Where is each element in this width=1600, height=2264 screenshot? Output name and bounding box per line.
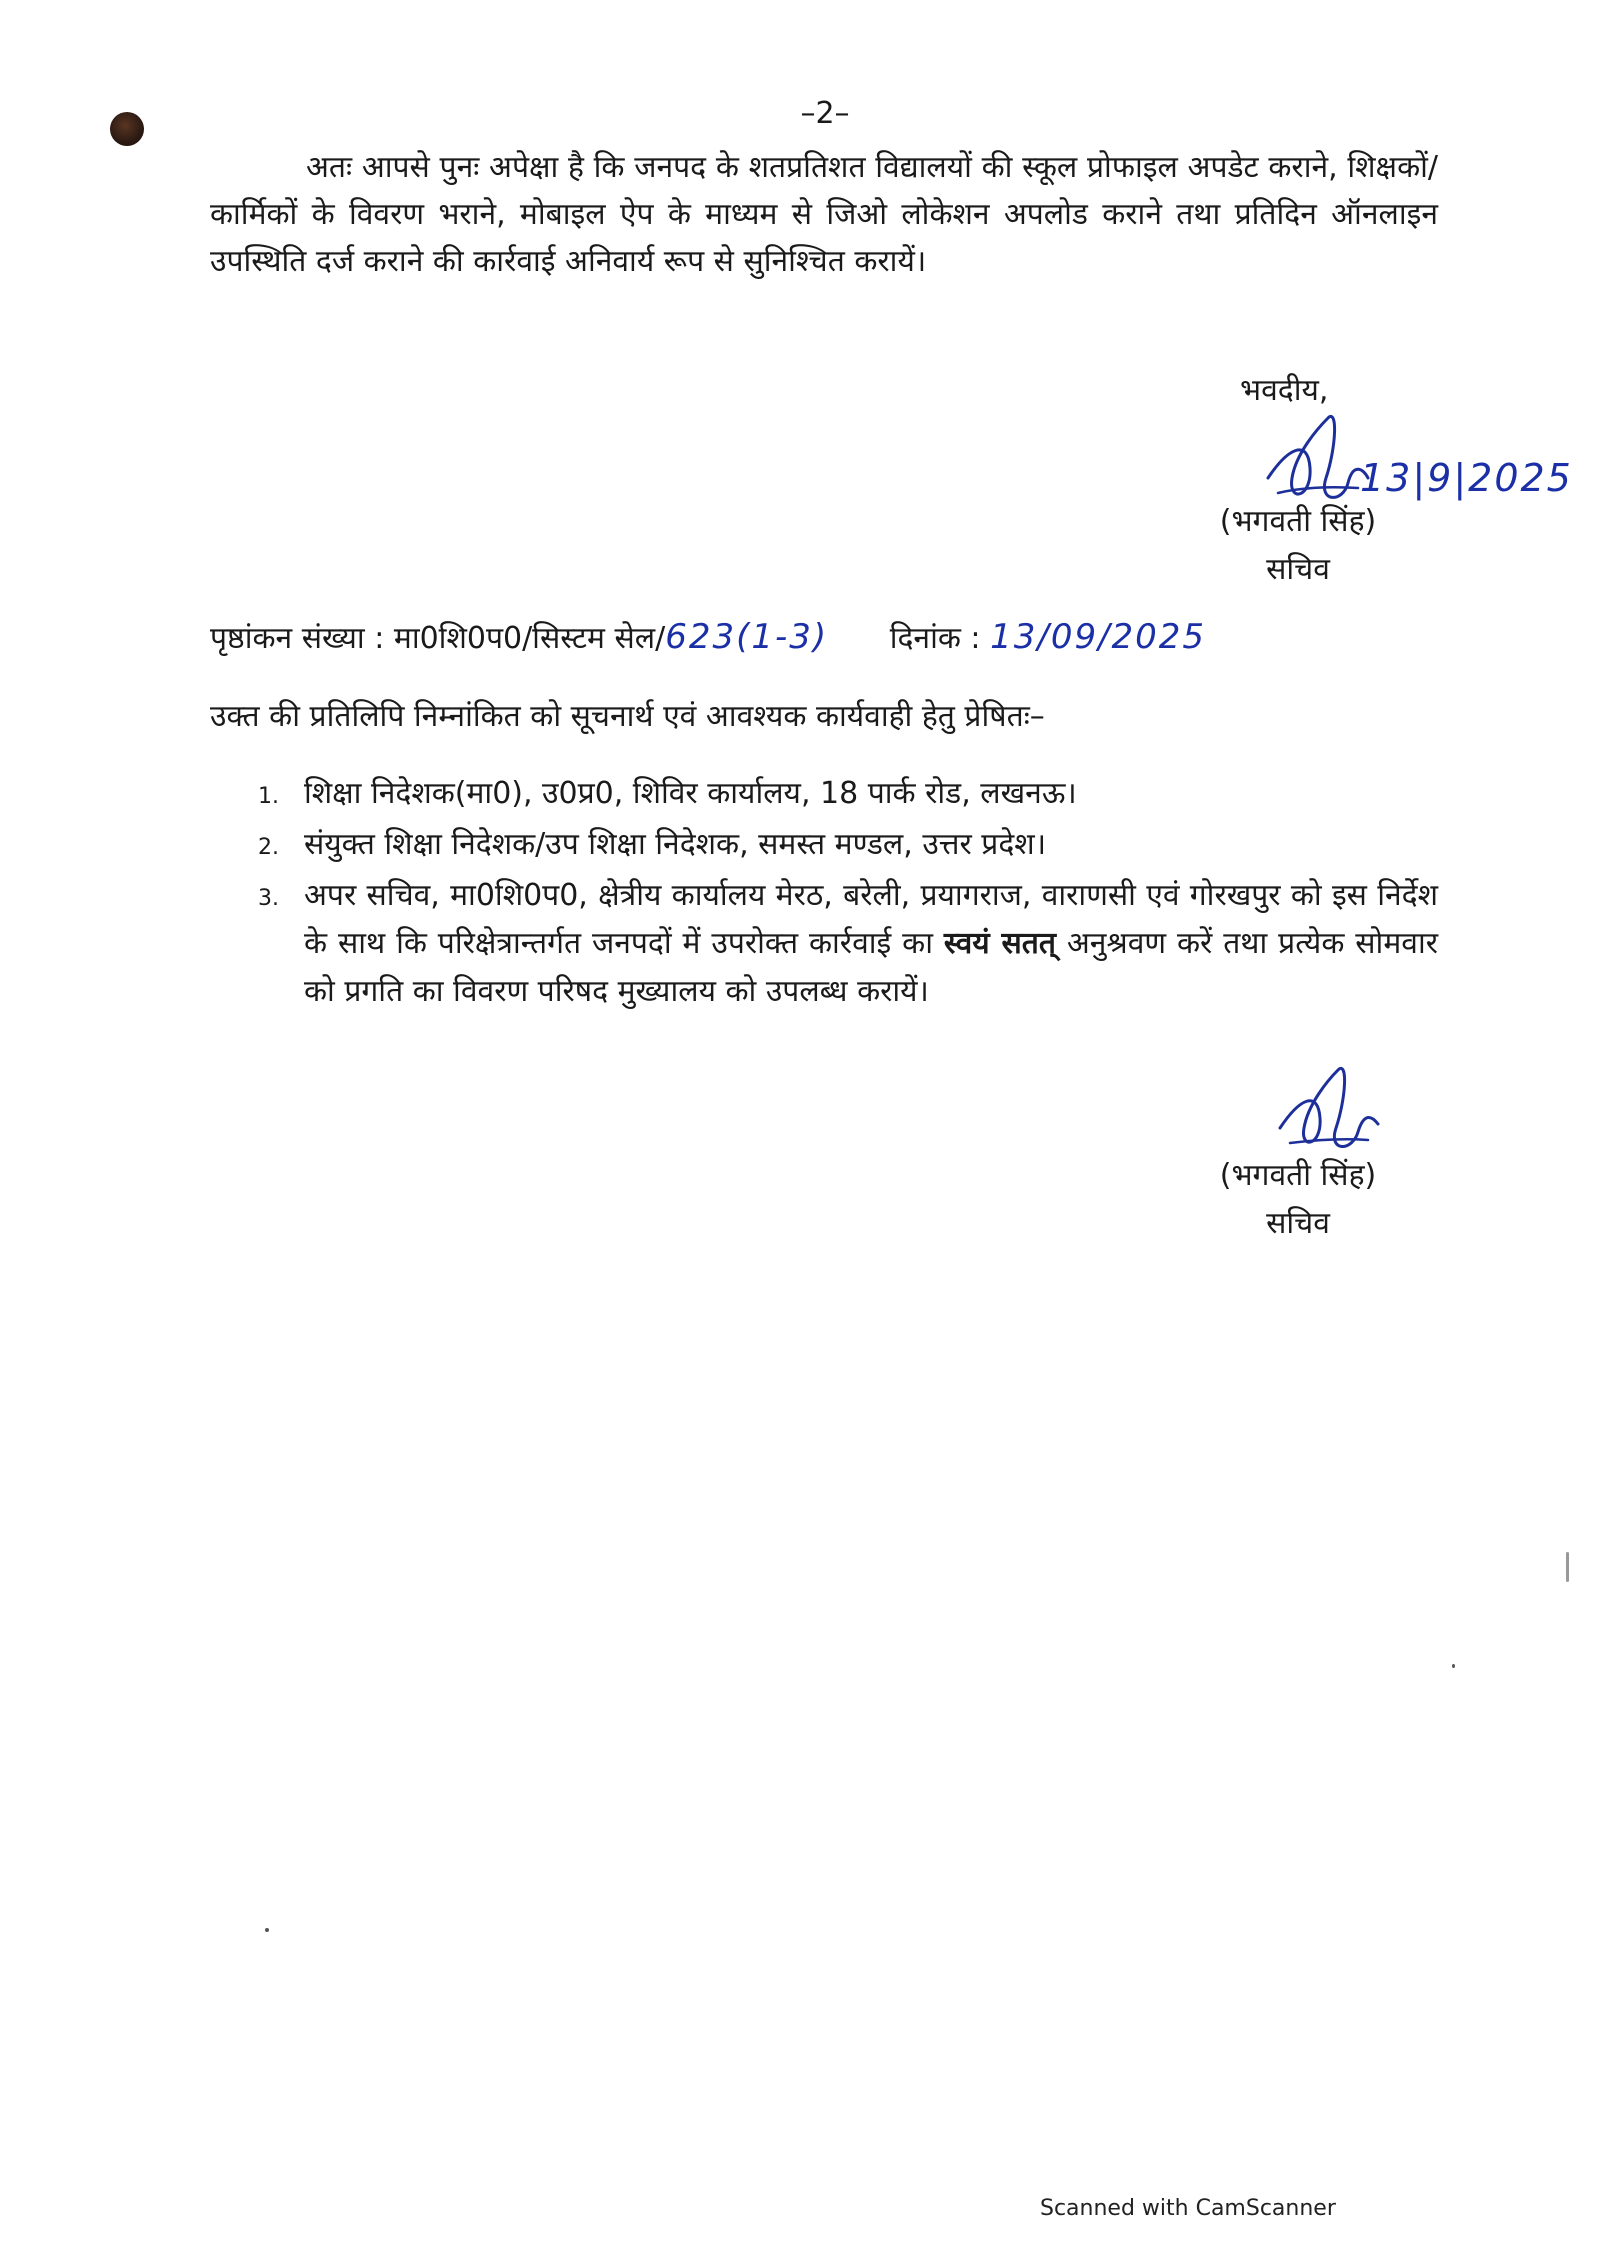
signatory-designation: सचिव <box>1266 552 1330 587</box>
list-item-text-part: अनुश्रवण करें तथा प्रत्येक सोमवार को प्रगति का विवरण परिषद मुख्यालय को उपलब्ध करायें। <box>304 926 1438 1009</box>
endorsement-line <box>210 616 1206 657</box>
endorsement-date: 13/09/2025 <box>990 617 1207 657</box>
scan-speck <box>1452 1664 1455 1668</box>
signatory-block-1 <box>1188 498 1408 594</box>
signatory-block-2 <box>1188 1152 1408 1248</box>
signatory-designation: सचिव <box>1266 1206 1330 1241</box>
list-item <box>258 872 1438 1016</box>
body-paragraph: अतः आपसे पुनः अपेक्षा है कि जनपद के शतप्रतिशत विद्यालयों की स्कूल प्रोफाइल अपडेट कराने, शिक्षकों/कार्मिकों के विवरण भराने, मोबाइल ऐप के माध्यम से जिओ लोकेशन अपलोड कराने तथा प्रतिदिन ऑनलाइन उपस्थिति दर्ज कराने की कार्रवाई अनिवार्य रूप से सुनिश्चित करायें। <box>210 150 1438 279</box>
copy-list <box>258 770 1438 1016</box>
list-item-number: 2. <box>258 835 279 860</box>
list-item-text: संयुक्त शिक्षा निदेशक/उप शिक्षा निदेशक, समस्त मण्डल, उत्तर प्रदेश। <box>304 827 1047 862</box>
endorsement-date-label: दिनांक : <box>889 621 981 656</box>
list-item-text: शिक्षा निदेशक(मा0), उ0प्र0, शिविर कार्यालय, 18 पार्क रोड, लखनऊ। <box>304 776 1077 811</box>
list-item-number: 3. <box>258 886 279 911</box>
signatory-name: (भगवती सिंह) <box>1219 504 1377 539</box>
scan-speck <box>265 1928 269 1932</box>
page-number: –2– <box>800 96 850 131</box>
endorsement-number: 623(1-3) <box>665 617 829 657</box>
scan-speck <box>1566 1552 1569 1582</box>
signatory-name: (भगवती सिंह) <box>1219 1158 1377 1193</box>
copy-intro: उक्त की प्रतिलिपि निम्नांकित को सूचनार्थ एवं आवश्यक कार्यवाही हेतु प्रेषितः– <box>210 699 1045 734</box>
list-item-number: 1. <box>258 784 279 809</box>
endorsement-label: पृष्ठांकन संख्या : मा0शि0प0/सिस्टम सेल/ <box>210 621 666 656</box>
list-item <box>258 770 1438 821</box>
list-item-text-part: अपर सचिव, मा0शि0प0, क्षेत्रीय कार्यालय मेरठ, बरेली, प्रयागराज, वाराणसी एवं गोरखपुर को इस निर्देश के साथ कि परिक्षेत्रान्तर्गत जनपदों में उपरोक्त कार्रवाई का <box>304 878 1438 961</box>
scanner-watermark: Scanned with CamScanner <box>1040 2196 1336 2221</box>
list-item-text <box>304 872 1438 1016</box>
list-item <box>258 821 1438 872</box>
closing-salutation: भवदीय, <box>1240 373 1329 408</box>
signature-date: 13|9|2025 <box>1360 456 1573 500</box>
list-item-emphasis: स्वयं सतत् <box>943 926 1056 961</box>
